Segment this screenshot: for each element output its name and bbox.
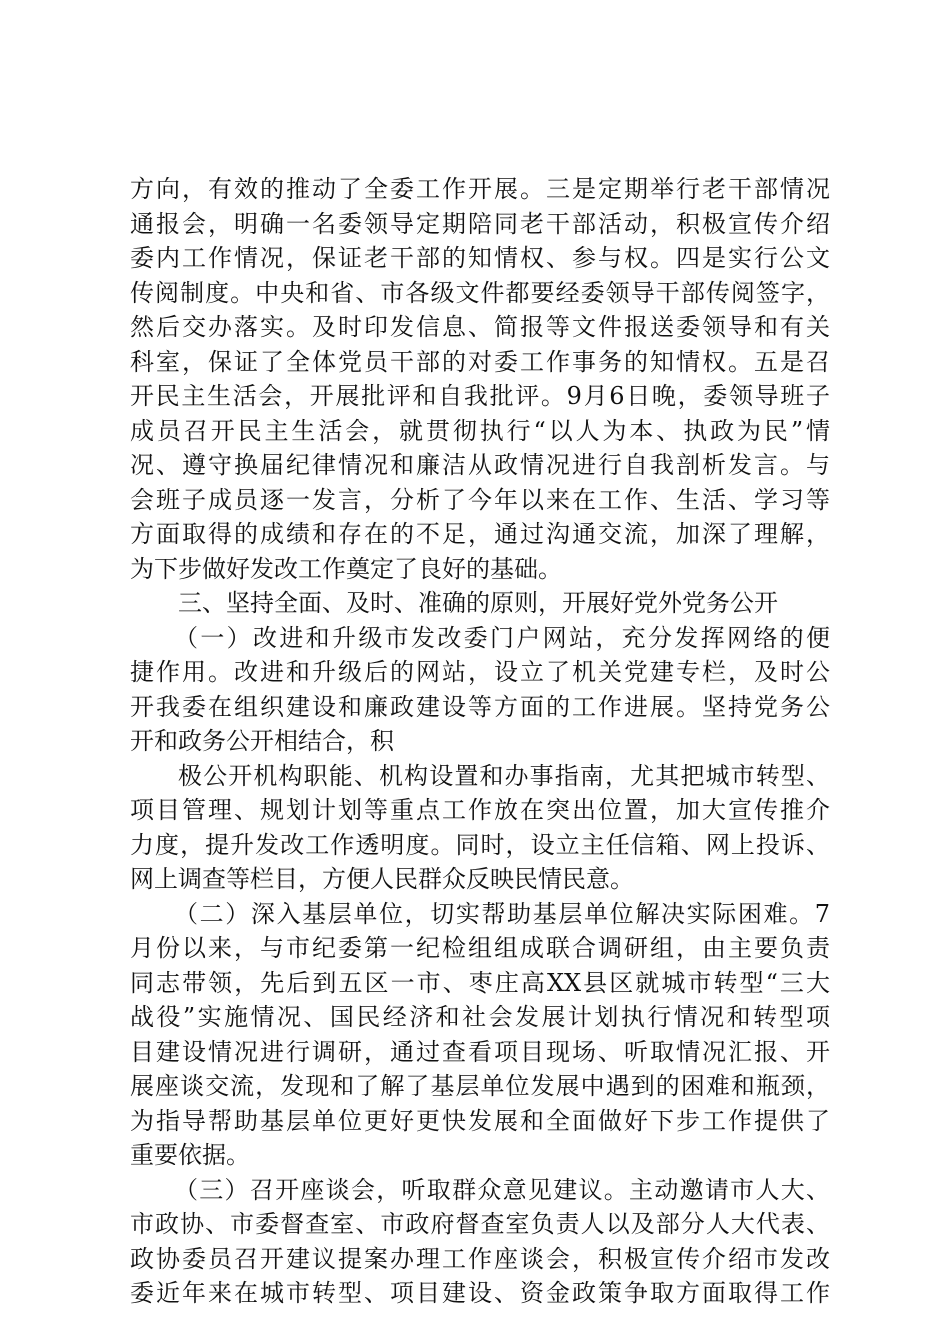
text-line: 月份以来，与市纪委第一纪检组组成联合调研组，由主要负责 xyxy=(130,934,830,962)
text-line: 极公开机构职能、机构设置和办事指南，尤其把城市转型、 xyxy=(178,761,830,790)
text-line: 委内工作情况，保证老干部的知情权、参与权。四是实行公文 xyxy=(130,244,830,272)
text-line: 成员召开民主生活会，就贯彻执行“以人为本、执政为民”情 xyxy=(130,416,830,445)
text-line: 传阅制度。中央和省、市各级文件都要经委领导干部传阅签字， xyxy=(130,278,830,307)
text-line: 况、遵守换届纪律情况和廉洁从政情况进行自我剖析发言。与 xyxy=(130,451,830,479)
text-line: 方向，有效的推动了全委工作开展。三是定期举行老干部情况 xyxy=(130,175,830,203)
text-line: 目建设情况进行调研，通过查看项目现场、听取情况汇报、开 xyxy=(130,1037,830,1066)
text-line: 重要依据。 xyxy=(130,1141,250,1169)
text-line: 委近年来在城市转型、项目建设、资金政策争取方面取得工作 xyxy=(130,1279,830,1307)
text-line: 通报会，明确一名委领导定期陪同老干部活动，积极宣传介绍 xyxy=(130,209,830,238)
text-line: 政协委员召开建议提案办理工作座谈会，积极宣传介绍市发改 xyxy=(130,1244,830,1273)
body-text xyxy=(130,172,830,1311)
text-line: （二）深入基层单位，切实帮助基层单位解决实际困难。7 xyxy=(174,899,830,928)
text-line: 科室，保证了全体党员干部的对委工作事务的知情权。五是召 xyxy=(130,347,830,376)
text-line: （三）召开座谈会，听取群众意见建议。主动邀请市人大、 xyxy=(174,1175,830,1204)
text-line: 市政协、市委督查室、市政府督查室负责人以及部分人大代表、 xyxy=(130,1210,830,1238)
text-line: 为下步做好发改工作奠定了良好的基础。 xyxy=(130,554,562,583)
section-heading: 三、坚持全面、及时、准确的原则，开展好党外党务公开 xyxy=(178,589,778,617)
text-line: 同志带领，先后到五区一市、枣庄高XX县区就城市转型“三大 xyxy=(130,968,830,997)
text-line: 项目管理、规划计划等重点工作放在突出位置，加大宣传推介 xyxy=(130,796,830,824)
text-line: 捷作用。改进和升级后的网站，设立了机关党建专栏，及时公 xyxy=(130,658,830,686)
text-line: 开和政务公开相结合，积 xyxy=(130,727,394,755)
text-line: 战役”实施情况、国民经济和社会发展计划执行情况和转型项 xyxy=(130,1003,830,1031)
text-line: 然后交办落实。及时印发信息、简报等文件报送委领导和有关 xyxy=(130,313,830,341)
text-line: 力度，提升发改工作透明度。同时，设立主任信箱、网上投诉、 xyxy=(130,830,830,859)
text-line: 会班子成员逐一发言，分析了今年以来在工作、生活、学习等 xyxy=(130,485,830,514)
text-line: 为指导帮助基层单位更好更快发展和全面做好下步工作提供了 xyxy=(130,1106,830,1135)
text-line: 开我委在组织建设和廉政建设等方面的工作进展。坚持党务公 xyxy=(130,692,830,721)
text-line: 网上调查等栏目，方便人民群众反映民情民意。 xyxy=(130,865,634,893)
text-line: 展座谈交流，发现和了解了基层单位发展中遇到的困难和瓶颈， xyxy=(130,1072,830,1100)
text-line: （一）改进和升级市发改委门户网站，充分发挥网络的便 xyxy=(174,623,830,652)
text-line: 开民主生活会，开展批评和自我批评。9月6日晚，委领导班子 xyxy=(130,382,830,410)
text-line: 方面取得的成绩和存在的不足，通过沟通交流，加深了理解， xyxy=(130,520,830,548)
